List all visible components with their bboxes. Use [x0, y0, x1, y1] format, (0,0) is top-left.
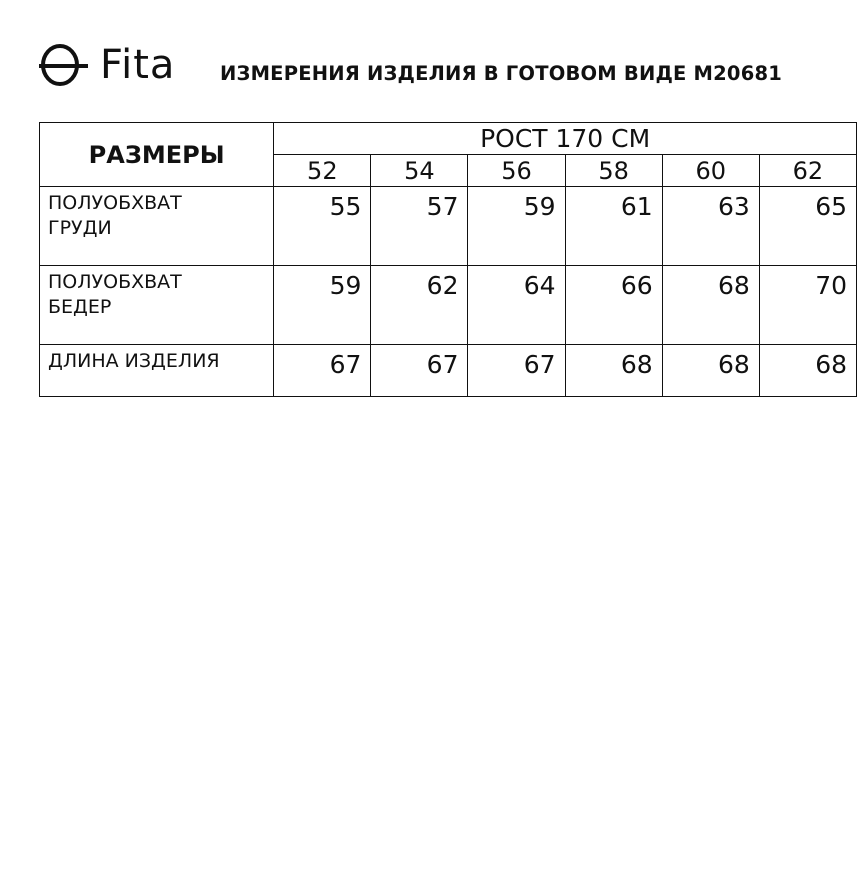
- measurement-cell: 62: [371, 266, 468, 345]
- size-header-cell: 56: [468, 155, 565, 187]
- size-header-cell: 58: [565, 155, 662, 187]
- measurement-cell: 67: [468, 345, 565, 397]
- measurement-cell: 66: [565, 266, 662, 345]
- row-label: [40, 187, 274, 266]
- table-row-chest: [40, 187, 857, 266]
- height-header: РОСТ 170 СМ: [274, 123, 857, 155]
- size-header-cell: 60: [662, 155, 759, 187]
- measurement-cell: 59: [274, 266, 371, 345]
- row-label: [40, 345, 274, 397]
- sizes-header: РАЗМЕРЫ: [40, 123, 274, 187]
- row-label-line: ПОЛУОБХВАТ: [48, 271, 182, 293]
- size-header-cell: 52: [274, 155, 371, 187]
- size-measurement-table: [39, 122, 857, 397]
- size-header-cell: 62: [759, 155, 856, 187]
- measurement-cell: 68: [662, 266, 759, 345]
- row-label: [40, 266, 274, 345]
- measurement-cell: 61: [565, 187, 662, 266]
- measurement-cell: 68: [662, 345, 759, 397]
- size-header-cell: 54: [371, 155, 468, 187]
- measurement-cell: 67: [371, 345, 468, 397]
- row-label-line: ГРУДИ: [48, 217, 112, 239]
- measurement-cell: 65: [759, 187, 856, 266]
- measurement-cell: 67: [274, 345, 371, 397]
- measurement-cell: 70: [759, 266, 856, 345]
- measurement-cell: 68: [565, 345, 662, 397]
- table-header-row: [40, 123, 857, 155]
- row-label-line: БЕДЕР: [48, 296, 112, 318]
- measurement-cell: 59: [468, 187, 565, 266]
- table-row-hips: [40, 266, 857, 345]
- row-label-line: ПОЛУОБХВАТ: [48, 192, 182, 214]
- brand-name: Fita: [100, 42, 176, 88]
- fita-logo-icon: [38, 40, 94, 90]
- measurement-cell: 68: [759, 345, 856, 397]
- document-title: ИЗМЕРЕНИЯ ИЗДЕЛИЯ В ГОТОВОМ ВИДЕ М20681: [220, 62, 783, 85]
- measurement-cell: 57: [371, 187, 468, 266]
- row-label-line: ДЛИНА ИЗДЕЛИЯ: [48, 350, 220, 372]
- brand-logo: [38, 40, 188, 90]
- measurement-cell: 55: [274, 187, 371, 266]
- measurement-cell: 63: [662, 187, 759, 266]
- measurement-cell: 64: [468, 266, 565, 345]
- table-row-length: [40, 345, 857, 397]
